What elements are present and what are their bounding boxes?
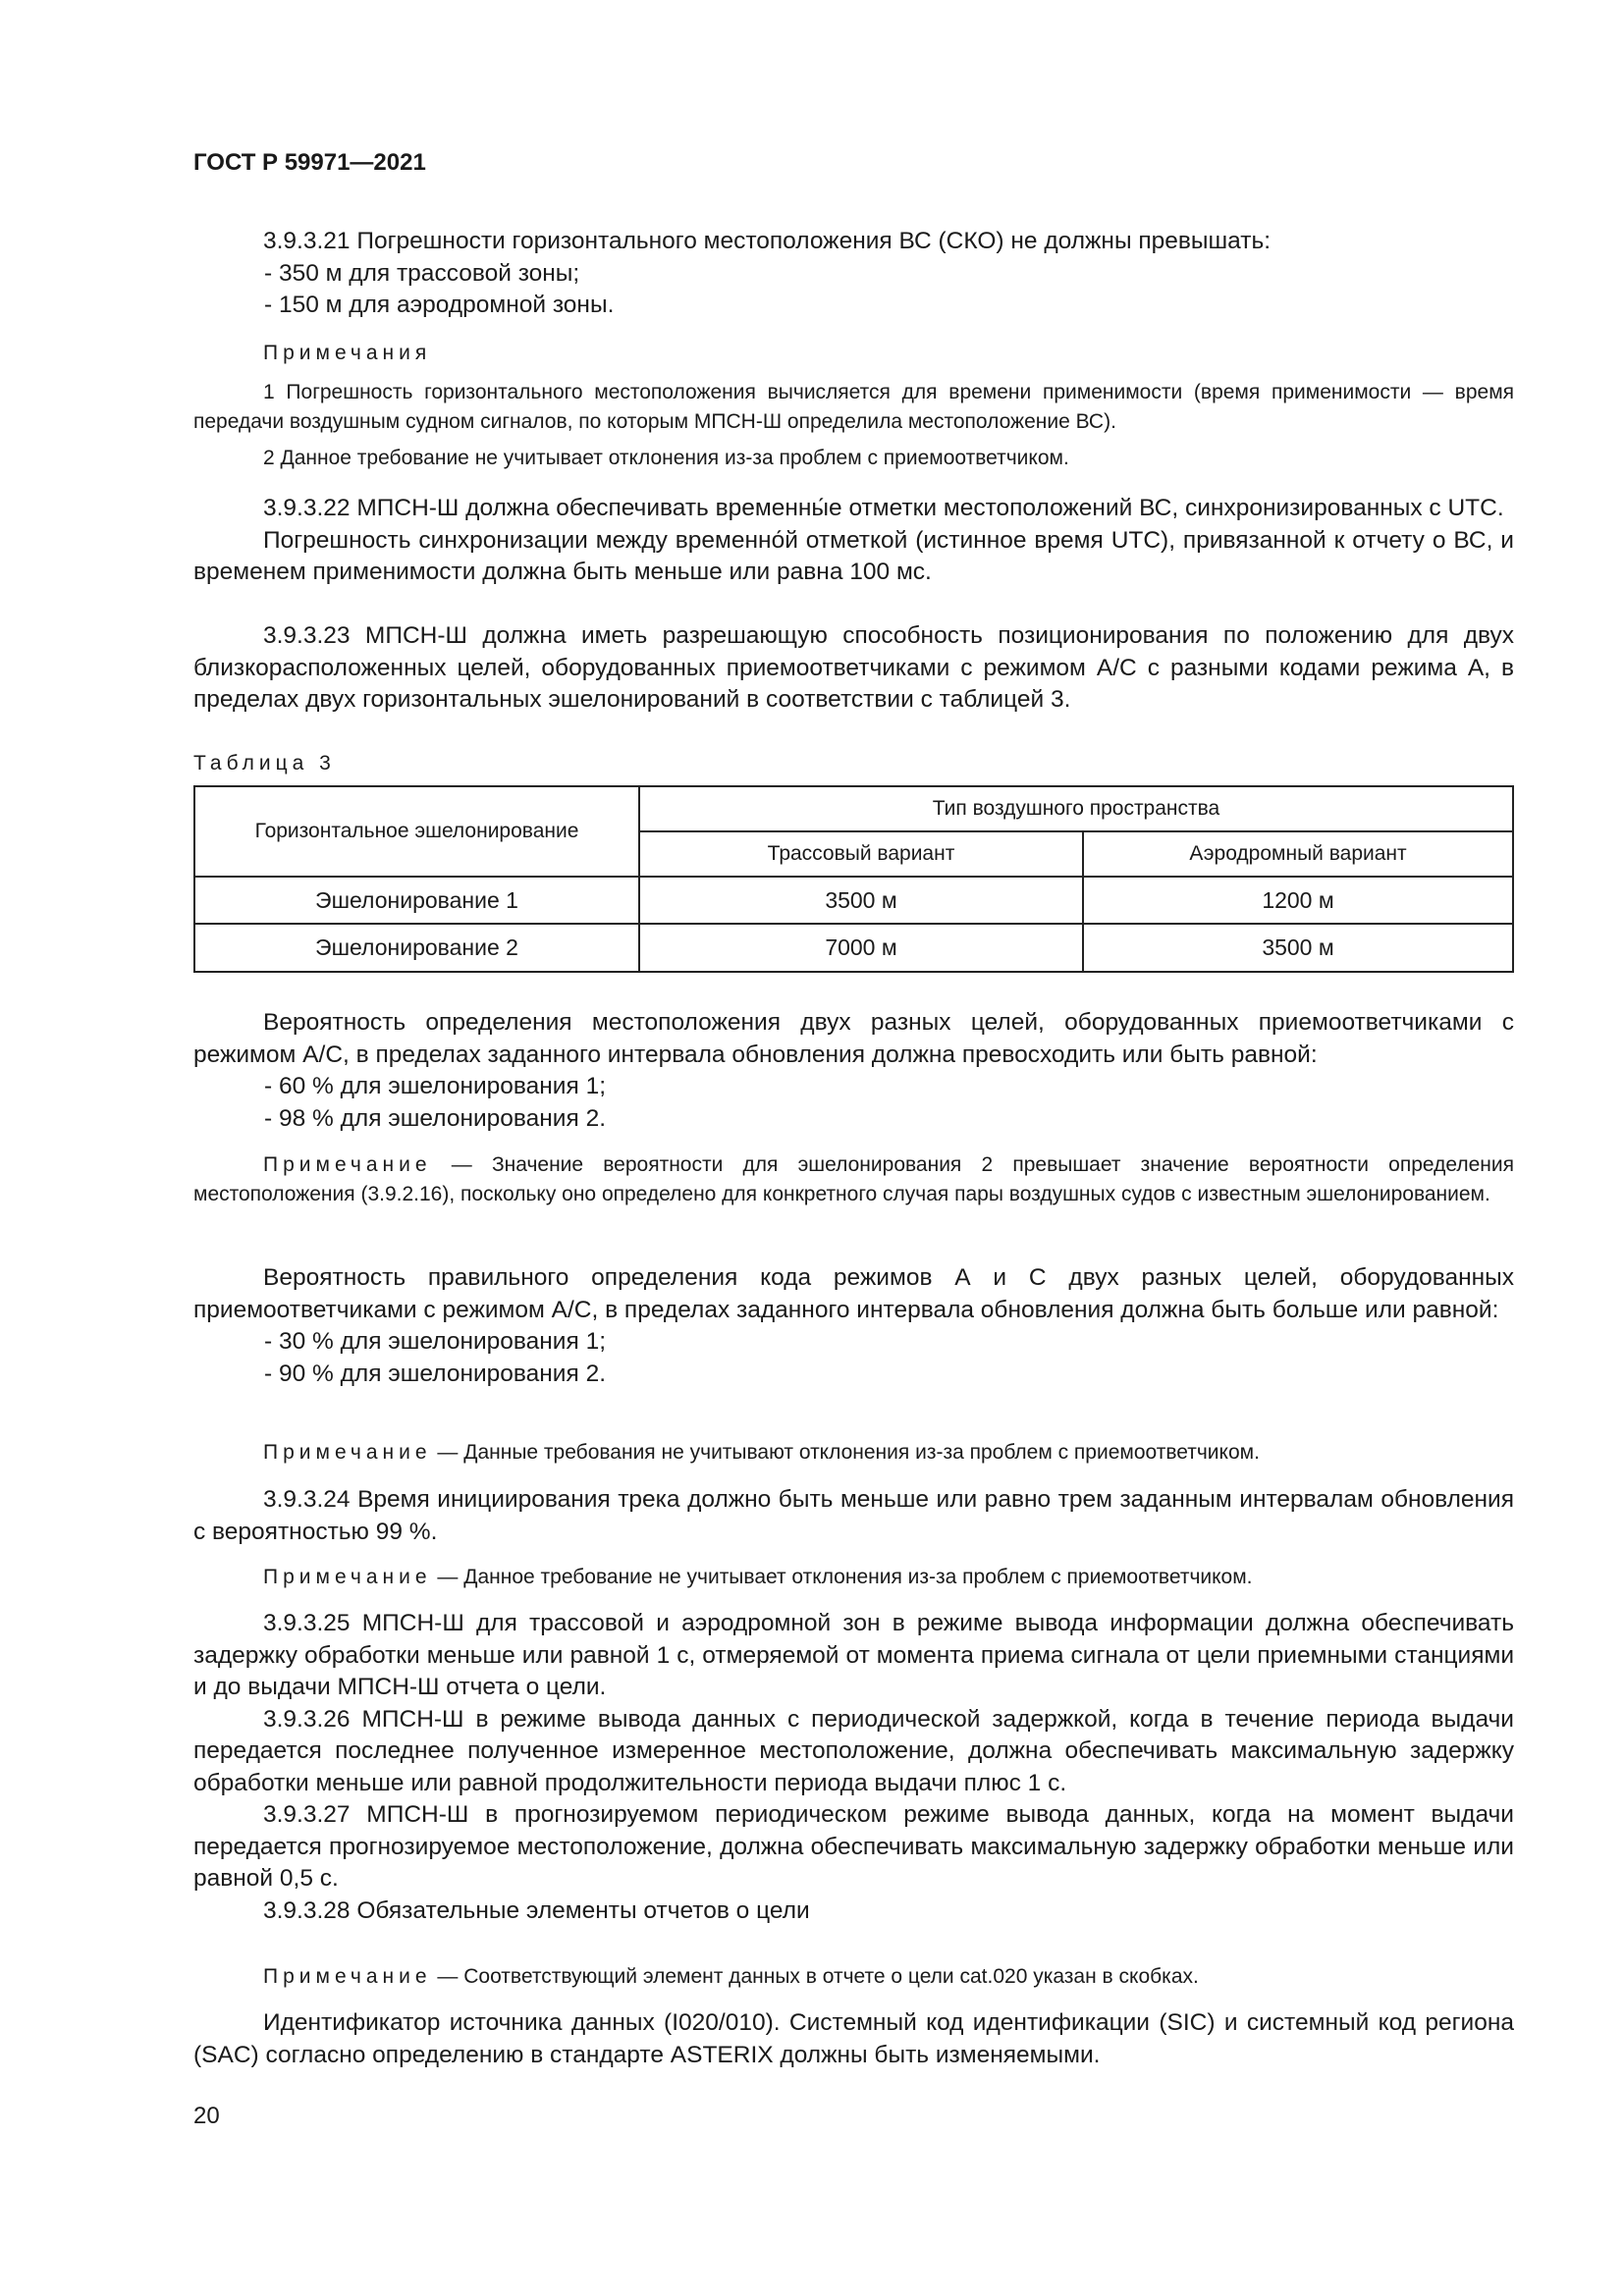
table-cell: 7000 м xyxy=(639,924,1083,972)
paragraph: 3.9.3.27 МПСН-Ш в прогнозируемом периодическом режиме вывода данных, когда на момент выдачи передается прогнозируемое местоположение, должна обеспечивать максимальную задержку обработки меньше или равной 0,5 с. xyxy=(193,1801,1514,1892)
list-item: - 30 % для эшелонирования 1; xyxy=(264,1328,607,1355)
table-caption: Таблица 3 xyxy=(193,752,336,774)
table-header-cell: Аэродромный вариант xyxy=(1083,831,1513,877)
paragraph: 3.9.3.25 МПСН-Ш для трассовой и аэродромной зон в режиме вывода информации должна обеспечивать задержку обработки меньше или равной 1 с, отмеряемой от момента приема сигнала от цели приемными станциями и до выдачи МПСН-Ш отчета о цели. xyxy=(193,1610,1514,1700)
table-cell: 3500 м xyxy=(639,877,1083,924)
paragraph: 3.9.3.22 МПСН-Ш должна обеспечивать временны́е отметки местоположений ВС, синхронизированных с UTC. xyxy=(263,495,1504,521)
list-item: - 90 % для эшелонирования 2. xyxy=(264,1360,607,1387)
table-row xyxy=(194,877,1513,924)
note-text: — Данное требование не учитывает отклонения из-за проблем с приемоответчиком. xyxy=(431,1566,1253,1588)
list-item: - 98 % для эшелонирования 2. xyxy=(264,1104,607,1132)
page-number: 20 xyxy=(193,2103,220,2129)
section-3-9-3-24 xyxy=(193,1484,1514,1548)
table-header-cell: Горизонтальное эшелонирование xyxy=(194,786,639,877)
note xyxy=(193,1563,1514,1592)
table-3 xyxy=(193,785,1514,973)
table-cell: 3500 м xyxy=(1083,924,1513,972)
note-block xyxy=(193,1563,1514,1592)
section-3-9-3-28-body xyxy=(193,2007,1514,2071)
table-header-cell: Тип воздушного пространства xyxy=(639,786,1513,831)
paragraph: 3.9.3.28 Обязательные элементы отчетов о цели xyxy=(263,1896,810,1924)
section-3-9-3-21 xyxy=(193,226,1514,322)
note-label: Примечание xyxy=(263,1566,432,1588)
paragraph: 3.9.3.21 Погрешности горизонтального местоположения ВС (СКО) не должны превышать: xyxy=(263,228,1272,254)
notes-block xyxy=(193,378,1514,437)
list-item: - 60 % для эшелонирования 1; xyxy=(264,1073,607,1099)
notes-title: Примечания xyxy=(263,342,432,364)
section-3-9-3-22 xyxy=(193,493,1514,589)
paragraph: 3.9.3.23 МПСН-Ш должна иметь разрешающую способность позиционирования по положению для двух близкорасположенных целей, оборудованных приемоответчиками с режимом А/С с разными кодами режима А, в пределах двух горизонтальных эшелонирований в соответствии с таблицей 3. xyxy=(193,622,1514,713)
table-cell: 1200 м xyxy=(1083,877,1513,924)
table-caption-block xyxy=(193,748,1514,780)
list-item: - 350 м для трассовой зоны; xyxy=(264,259,580,287)
paragraph: Вероятность правильного определения кода режимов А и С двух разных целей, оборудованных приемоответчиками с режимом А/С, в пределах заданного интервала обновления должна быть больше или равной: xyxy=(193,1264,1514,1323)
list-item: - 150 м для аэродромной зоны. xyxy=(264,292,615,318)
paragraph: Погрешность синхронизации между временно́й отметкой (истинное время UTC), привязанной к отчету о ВС, и временем применимости должна быть меньше или равна 100 мс. xyxy=(193,526,1514,585)
note-label: Примечание xyxy=(263,1153,432,1176)
note-text: — Соответствующий элемент данных в отчете о цели cat.020 указан в скобках. xyxy=(431,1965,1199,1988)
table-header-cell: Трассовый вариант xyxy=(639,831,1083,877)
sections-3-9-3-25-to-28 xyxy=(193,1608,1514,1927)
note-block xyxy=(193,1150,1514,1209)
table-cell: Эшелонирование 2 xyxy=(194,924,639,972)
table-row xyxy=(194,924,1513,972)
paragraph: Идентификатор источника данных (I020/010). Системный код идентификации (SIC) и системный код региона (SAC) согласно определению в стандарте ASTERIX должны быть изменяемыми. xyxy=(193,2009,1514,2068)
note-block xyxy=(193,1438,1514,1468)
probability-block-1 xyxy=(193,1007,1514,1135)
note-text: — Значение вероятности для эшелонирования 2 превышает значение вероятности определения местоположения (3.9.2.16), поскольку оно определено для конкретного случая пары воздушных судов с известным эшелонированием. xyxy=(193,1153,1514,1205)
paragraph: Вероятность определения местоположения двух разных целей, оборудованных приемоответчиками с режимом А/С, в пределах заданного интервала обновления должна превосходить или быть равной: xyxy=(193,1009,1514,1068)
note xyxy=(193,1150,1514,1209)
note-1: 1 Погрешность горизонтального местоположения вычисляется для времени применимости (время применимости — время передачи воздушным судном сигналов, по которым МПСН-Ш определила местоположение ВС). xyxy=(193,381,1514,433)
notes-block xyxy=(193,342,1514,365)
note-label: Примечание xyxy=(263,1441,432,1464)
note xyxy=(193,1962,1514,1992)
paragraph: 3.9.3.26 МПСН-Ш в режиме вывода данных с периодической задержкой, когда в течение периода выдачи передается последнее полученное измеренное местоположение, должна обеспечивать максимальную задержку обработки меньше или равной продолжительности периода выдачи плюс 1 с. xyxy=(193,1705,1514,1796)
probability-block-2 xyxy=(193,1262,1514,1390)
note-2: 2 Данное требование не учитывает отклонения из-за проблем с приемоответчиком. xyxy=(263,447,1069,469)
note-text: — Данные требования не учитывают отклонения из-за проблем с приемоответчиком. xyxy=(431,1441,1260,1464)
note-label: Примечание xyxy=(263,1965,432,1988)
table-cell: Эшелонирование 1 xyxy=(194,877,639,924)
paragraph: 3.9.3.24 Время инициирования трека должно быть меньше или равно трем заданным интервалам обновления с вероятностью 99 %. xyxy=(193,1486,1514,1545)
note xyxy=(193,1438,1514,1468)
document-header: ГОСТ Р 59971—2021 xyxy=(193,149,426,176)
notes-block xyxy=(193,444,1514,473)
note-block xyxy=(193,1962,1514,1992)
section-3-9-3-23 xyxy=(193,620,1514,717)
